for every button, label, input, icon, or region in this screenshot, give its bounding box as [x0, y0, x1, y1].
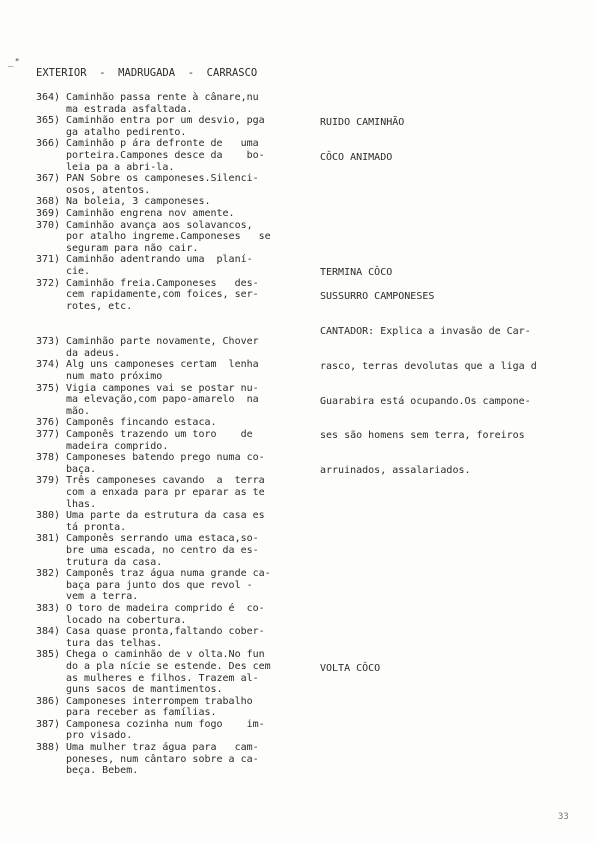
scene-item [36, 429, 304, 452]
scene-item [36, 208, 304, 220]
scene-list [36, 92, 304, 777]
scene-number: 364) [36, 92, 61, 103]
scene-text-line: locado na cobertura. [66, 614, 187, 626]
scene-text-line: Caminhão p ára defronte de uma [66, 138, 259, 150]
scene-number: 387) [36, 718, 61, 730]
scene-text-line: pro visado. [66, 730, 133, 742]
scene-item [36, 173, 304, 196]
scene-number: 371) [36, 254, 61, 266]
scene-text-line: Três camponeses cavando a terra [66, 475, 265, 487]
scene-text-line: Camponês trazendo um toro de [66, 429, 253, 441]
scene-number: 386) [36, 695, 61, 707]
scene-text-line: ma estrada asfaltada. [66, 103, 193, 115]
scene-text-line: as mulheres e filhos. Trazem al- [66, 672, 259, 684]
scene-item [36, 603, 304, 626]
scene-text-line: Uma parte da estrutura da casa es [66, 510, 265, 522]
scene-item [36, 475, 304, 510]
scene-text-line: poneses, num cântaro sobre a ca- [66, 753, 259, 765]
scene-text-line: com a enxada para pr eparar as te [66, 487, 265, 498]
scene-number: 373) [36, 336, 61, 348]
scene-item [36, 383, 304, 418]
scene-item [36, 336, 304, 359]
note-line: SUSSURRO CAMPONESES [320, 291, 435, 303]
scene-text-line: baça para junto dos que revol - [66, 579, 253, 591]
scene-item [36, 254, 304, 277]
scene-text-line: Camponês fincando estaca. [66, 417, 217, 429]
scene-text-line: Camponeses batendo prego numa co- [66, 452, 265, 464]
scene-text-line: Caminhão parte novamente, Chover [66, 336, 259, 348]
scene-number: 388) [36, 742, 61, 754]
scene-text-line: madeira comprido. [66, 440, 169, 452]
note-line: Guarabira está ocupando.Os campone- [320, 395, 531, 407]
scene-text-line: Camponeses interrompem trabalho [66, 695, 253, 707]
scene-text-line: Alg uns camponeses certam lenha [66, 359, 259, 371]
note-line: CÔCO ANIMADO [320, 151, 393, 163]
scene-text-line: guns sacos de mantimentos. [66, 684, 223, 696]
scene-text-line: leia pa a abri-la. [66, 161, 175, 173]
scene-item [36, 742, 304, 777]
scene-item [36, 719, 304, 742]
scene-number: 365) [36, 115, 61, 127]
scene-text-line: tura das telhas. [66, 637, 163, 649]
scene-item [36, 510, 304, 533]
scene-item [36, 278, 304, 313]
scene-text-line: osos, atentos. [66, 184, 151, 196]
note-line: VOLTA CÔCO [320, 663, 381, 675]
note-line: arruinados, assalariados. [320, 465, 471, 477]
scene-text-line: cie. [66, 265, 91, 277]
scene-text-line: ga atalho pedirento. [66, 126, 187, 138]
scene-number: 374) [36, 359, 61, 371]
sound-note-4 [320, 640, 590, 698]
scene-number: 366) [36, 138, 61, 150]
scene-item [36, 417, 304, 429]
scene-text-line: PAN Sobre os camponeses.Silenci- [66, 173, 259, 185]
scene-item [36, 220, 304, 255]
scene-number: 368) [36, 196, 61, 208]
scene-number: 367) [36, 173, 61, 185]
scene-number: 379) [36, 475, 61, 487]
sound-note-1 [320, 94, 590, 187]
scene-text-line: mão. [66, 405, 91, 417]
scene-text-line: Vigia campones vai se postar nu- [66, 382, 259, 394]
scene-text-line: bre uma escada, no centro da es- [66, 544, 259, 556]
scene-item [36, 626, 304, 649]
scene-text-line: Caminhão passa rente à cânare,nu [66, 92, 259, 103]
scene-text-line: ma elevação,com papo-amarelo na [66, 394, 259, 406]
scene-text-line: Camponesa cozinha num fogo im- [66, 718, 265, 730]
scene-item [36, 649, 304, 695]
scene-number: 370) [36, 219, 61, 231]
scene-text-line: por atalho ingreme.Camponeses se [66, 231, 271, 243]
scene-text-line: tá pronta. [66, 521, 127, 533]
scene-text-line: trutura da casa. [66, 556, 163, 568]
scene-item [36, 92, 304, 115]
scene-text-line: Camponês serrando uma estaca,so- [66, 533, 259, 545]
scene-text-line: Casa quase pronta,faltando cober- [66, 626, 265, 638]
scene-number: 372) [36, 277, 61, 289]
scene-number: 380) [36, 510, 61, 522]
scene-item [36, 115, 304, 138]
scene-text-line: vem a terra. [66, 591, 139, 603]
scene-text-line: rotes, etc. [66, 300, 133, 312]
scene-text-line: Caminhão freia.Camponeses des- [66, 277, 259, 289]
note-line: TERMINA CÔCO [320, 267, 393, 279]
note-line: CANTADOR: Explica a invasão de Car- [320, 325, 531, 337]
scene-text-line: Caminhão adentrando uma planí- [66, 254, 253, 266]
scene-number: 381) [36, 533, 61, 545]
scene-text-line: O toro de madeira comprido é co- [66, 602, 265, 614]
scene-text-line: Chega o caminhão de v olta.No fun [66, 649, 265, 661]
scene-text-line: Caminhão engrena nov amente. [66, 207, 235, 219]
scene-text-line: do a pla nície se estende. Des cem [66, 660, 271, 672]
scene-text-line: cem rapidamente,com foices, ser- [66, 289, 259, 301]
scene-text-line: num mato próximo [66, 371, 163, 383]
sound-note-3 [320, 268, 590, 500]
scene-header: EXTERIOR - MADRUGADA - CARRASCO [36, 67, 258, 79]
scene-text-line: porteira.Campones desce da bo- [66, 149, 265, 161]
scene-text-line: seguram para não cair. [66, 242, 199, 254]
scene-text-line: da adeus. [66, 347, 121, 359]
note-line: ses são homens sem terra, foreiros [320, 430, 525, 442]
scene-number: 382) [36, 568, 61, 580]
scene-number: 384) [36, 626, 61, 638]
scene-number: 385) [36, 649, 61, 661]
scene-item [36, 452, 304, 475]
scene-text-line: Na boleia, 3 camponeses. [66, 196, 211, 208]
scene-text-line: baça. [66, 463, 97, 475]
scene-text-line: beça. Bebem. [66, 765, 139, 777]
scene-number: 369) [36, 207, 61, 219]
scene-text-line: Uma mulher traz água para cam- [66, 742, 259, 754]
scene-number: 376) [36, 417, 61, 429]
scene-item [36, 359, 304, 382]
note-line: rasco, terras devolutas que a liga d [320, 360, 537, 372]
scene-text-line: Caminhão entra por um desvio, pga [66, 115, 265, 127]
page-number: 33 [558, 812, 569, 822]
scene-text-line: lhas. [66, 498, 97, 510]
scene-number: 377) [36, 429, 61, 441]
scene-text-line: para receber as famílias. [66, 707, 217, 719]
scene-item [36, 138, 304, 173]
top-mark: _" [8, 58, 21, 68]
scene-number: 375) [36, 382, 61, 394]
scene-item [36, 568, 304, 603]
scene-number: 378) [36, 452, 61, 464]
note-line: RUIDO CAMINHÃO [320, 117, 405, 129]
scene-number: 383) [36, 602, 61, 614]
scene-item [36, 696, 304, 719]
scene-item [36, 196, 304, 208]
scene-text-line: Caminhão avança aos solavancos, [66, 219, 253, 231]
scene-text-line: Camponês traz água numa grande ca- [66, 568, 271, 580]
scene-item [36, 533, 304, 568]
